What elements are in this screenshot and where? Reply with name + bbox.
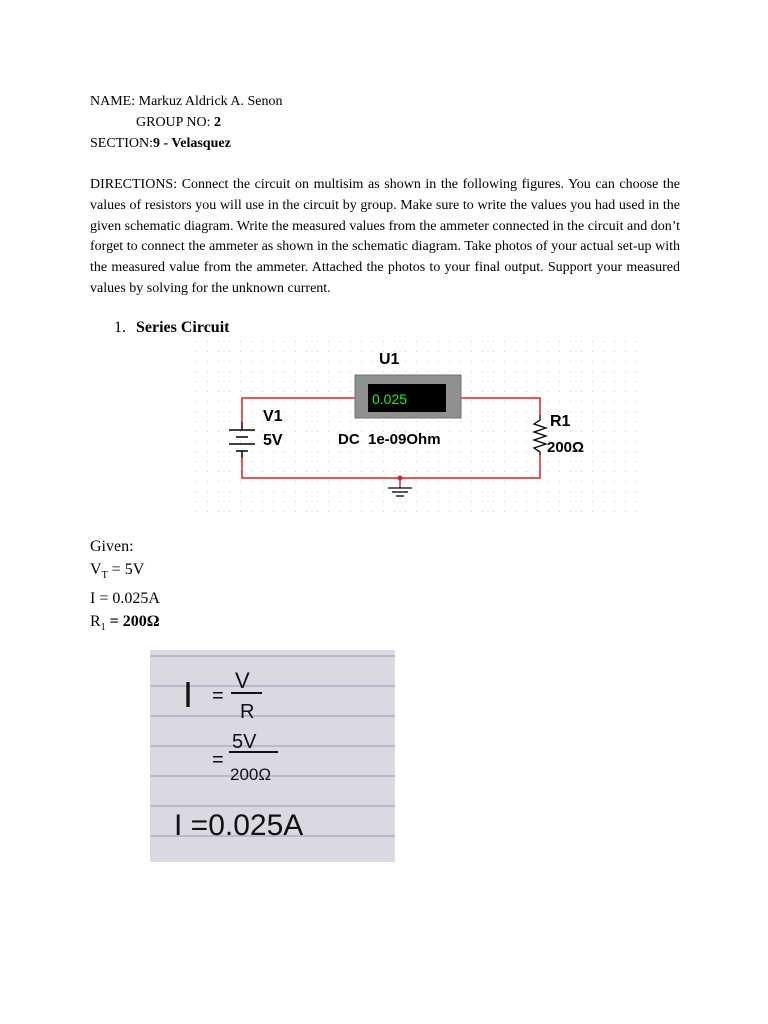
hw-denominator-r: R (240, 701, 255, 723)
item-title: Series Circuit (136, 319, 230, 336)
section-heading (114, 319, 229, 337)
ammeter-label: U1 (379, 351, 400, 368)
given-resistance: $R_1 = 200\Omega$ (90, 613, 160, 634)
source-label: V1 (263, 408, 283, 425)
section-line (90, 134, 231, 154)
ammeter-reading: 0.025 (372, 391, 408, 407)
given-heading: Given: (90, 538, 134, 555)
given-voltage: $V_T = 5V$ (90, 561, 145, 582)
hw-result: I =0.025A (174, 809, 304, 842)
handwritten-solution-photo (150, 650, 395, 862)
ammeter-plus-terminal: + (358, 377, 364, 387)
resistor-value: 200Ω (547, 439, 585, 456)
group-line (136, 113, 221, 133)
name-label: NAME: (90, 94, 136, 109)
svg-text:=: = (212, 685, 224, 707)
hw-numerator-v: V (235, 668, 250, 693)
item-number: 1. (114, 319, 126, 336)
ammeter-minus-terminal: - (453, 377, 456, 387)
series-circuit-schematic (195, 340, 640, 515)
directions-paragraph: DIRECTIONS: Connect the circuit on multisim as shown in the following figures. You can choose the values of resistors you will use in the circuit by group. Make sure to write the values you had used in the given schematic diagram. Write the measured values from the ammeter connected in the circuit and don’t forget to connect the ammeter as shown in the schematic diagram. Take photos of your actual set-up with the measured value from the ammeter. Attached the photos to your final output. Support your measured values by solving for the unknown current. (90, 177, 680, 296)
junction-dot (398, 476, 403, 481)
svg-text:=: = (212, 749, 224, 771)
source-value: 5V (263, 432, 283, 449)
name-line (90, 92, 283, 112)
grid-background (195, 340, 640, 515)
section-label: SECTION: (90, 136, 153, 151)
group-value: 2 (214, 115, 222, 130)
name-value: Markuz Aldrick A. Senon (138, 94, 283, 109)
given-block (90, 535, 160, 639)
hw-numerator-5v: 5V (232, 731, 257, 753)
group-label: GROUP NO: (136, 115, 211, 130)
section-value: 9 - Velasquez (153, 136, 231, 151)
ammeter-mode: DC 1e-09Ohm (338, 431, 441, 448)
given-current: I = 0.025A (90, 590, 160, 608)
hw-denominator-200: 200Ω (230, 765, 272, 784)
hw-current-symbol: I (183, 674, 194, 715)
resistor-label: R1 (550, 413, 571, 430)
